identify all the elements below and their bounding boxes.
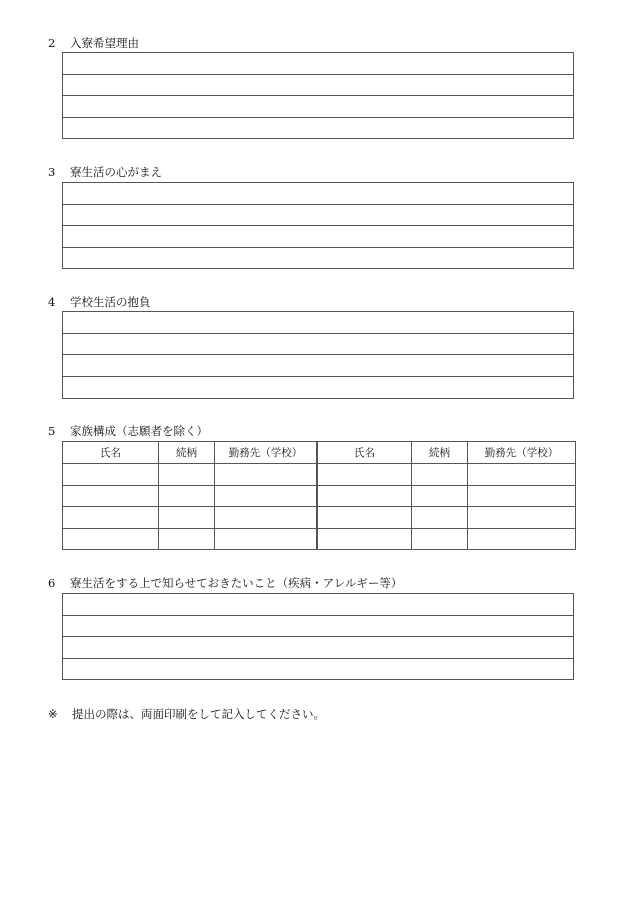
answer-line[interactable] [63,637,573,659]
relation-cell[interactable] [412,485,468,507]
section-5-title [48,424,208,438]
section-4-answer-lines[interactable] [62,311,574,399]
relation-cell[interactable] [159,485,215,507]
relation-cell[interactable] [412,528,468,550]
workplace-cell[interactable] [468,528,576,550]
answer-line[interactable] [63,334,573,356]
table-row [63,464,317,486]
family-table-right [317,441,576,550]
section-3-answer-lines[interactable] [62,182,574,269]
section-4-title [48,295,151,309]
header-workplace: 勤務先（学校） [215,442,317,464]
header-relation: 続柄 [412,442,468,464]
section-2-title [48,36,139,50]
family-table-left [62,441,317,550]
name-cell[interactable] [63,464,159,486]
section-label: 寮生活をする上で知らせておきたいこと（疾病・アレルギー等） [70,576,403,590]
name-cell[interactable] [63,507,159,529]
name-cell[interactable] [318,464,412,486]
relation-cell[interactable] [159,528,215,550]
answer-line[interactable] [63,594,573,616]
workplace-cell[interactable] [215,528,317,550]
workplace-cell[interactable] [468,464,576,486]
relation-cell[interactable] [412,507,468,529]
section-label: 家族構成（志願者を除く） [70,424,208,438]
section-2-answer-lines[interactable] [62,52,574,139]
answer-line[interactable] [63,205,573,227]
section-number: 4 [48,295,56,309]
section-6-title [48,576,402,590]
answer-line[interactable] [63,96,573,118]
table-row [318,464,576,486]
answer-line[interactable] [63,183,573,205]
workplace-cell[interactable] [468,485,576,507]
note-mark: ※ [48,707,58,721]
submission-note [48,706,325,722]
answer-line[interactable] [63,248,573,270]
answer-line[interactable] [63,659,573,681]
relation-cell[interactable] [159,464,215,486]
section-number: 2 [48,36,56,50]
answer-line[interactable] [63,226,573,248]
header-name: 氏名 [63,442,159,464]
family-table [62,441,575,550]
section-number: 3 [48,165,56,179]
workplace-cell[interactable] [215,485,317,507]
section-number: 5 [48,424,56,438]
note-text: 提出の際は、両面印刷をして記入してください。 [72,707,325,721]
workplace-cell[interactable] [215,507,317,529]
name-cell[interactable] [318,507,412,529]
name-cell[interactable] [318,485,412,507]
table-row [63,528,317,550]
relation-cell[interactable] [412,464,468,486]
table-row [318,507,576,529]
answer-line[interactable] [63,312,573,334]
section-label: 入寮希望理由 [70,36,139,50]
workplace-cell[interactable] [215,464,317,486]
answer-line[interactable] [63,53,573,75]
section-6-answer-lines[interactable] [62,593,574,680]
answer-line[interactable] [63,355,573,377]
section-label: 寮生活の心がまえ [70,165,162,179]
header-name: 氏名 [318,442,412,464]
header-relation: 続柄 [159,442,215,464]
name-cell[interactable] [63,528,159,550]
answer-line[interactable] [63,377,573,399]
table-row [318,528,576,550]
section-3-title [48,165,162,179]
table-row [63,507,317,529]
name-cell[interactable] [318,528,412,550]
header-workplace: 勤務先（学校） [468,442,576,464]
answer-line[interactable] [63,118,573,140]
relation-cell[interactable] [159,507,215,529]
table-row [63,485,317,507]
workplace-cell[interactable] [468,507,576,529]
name-cell[interactable] [63,485,159,507]
answer-line[interactable] [63,75,573,97]
section-label: 学校生活の抱負 [70,295,151,309]
answer-line[interactable] [63,616,573,638]
section-number: 6 [48,576,56,590]
table-row [318,485,576,507]
